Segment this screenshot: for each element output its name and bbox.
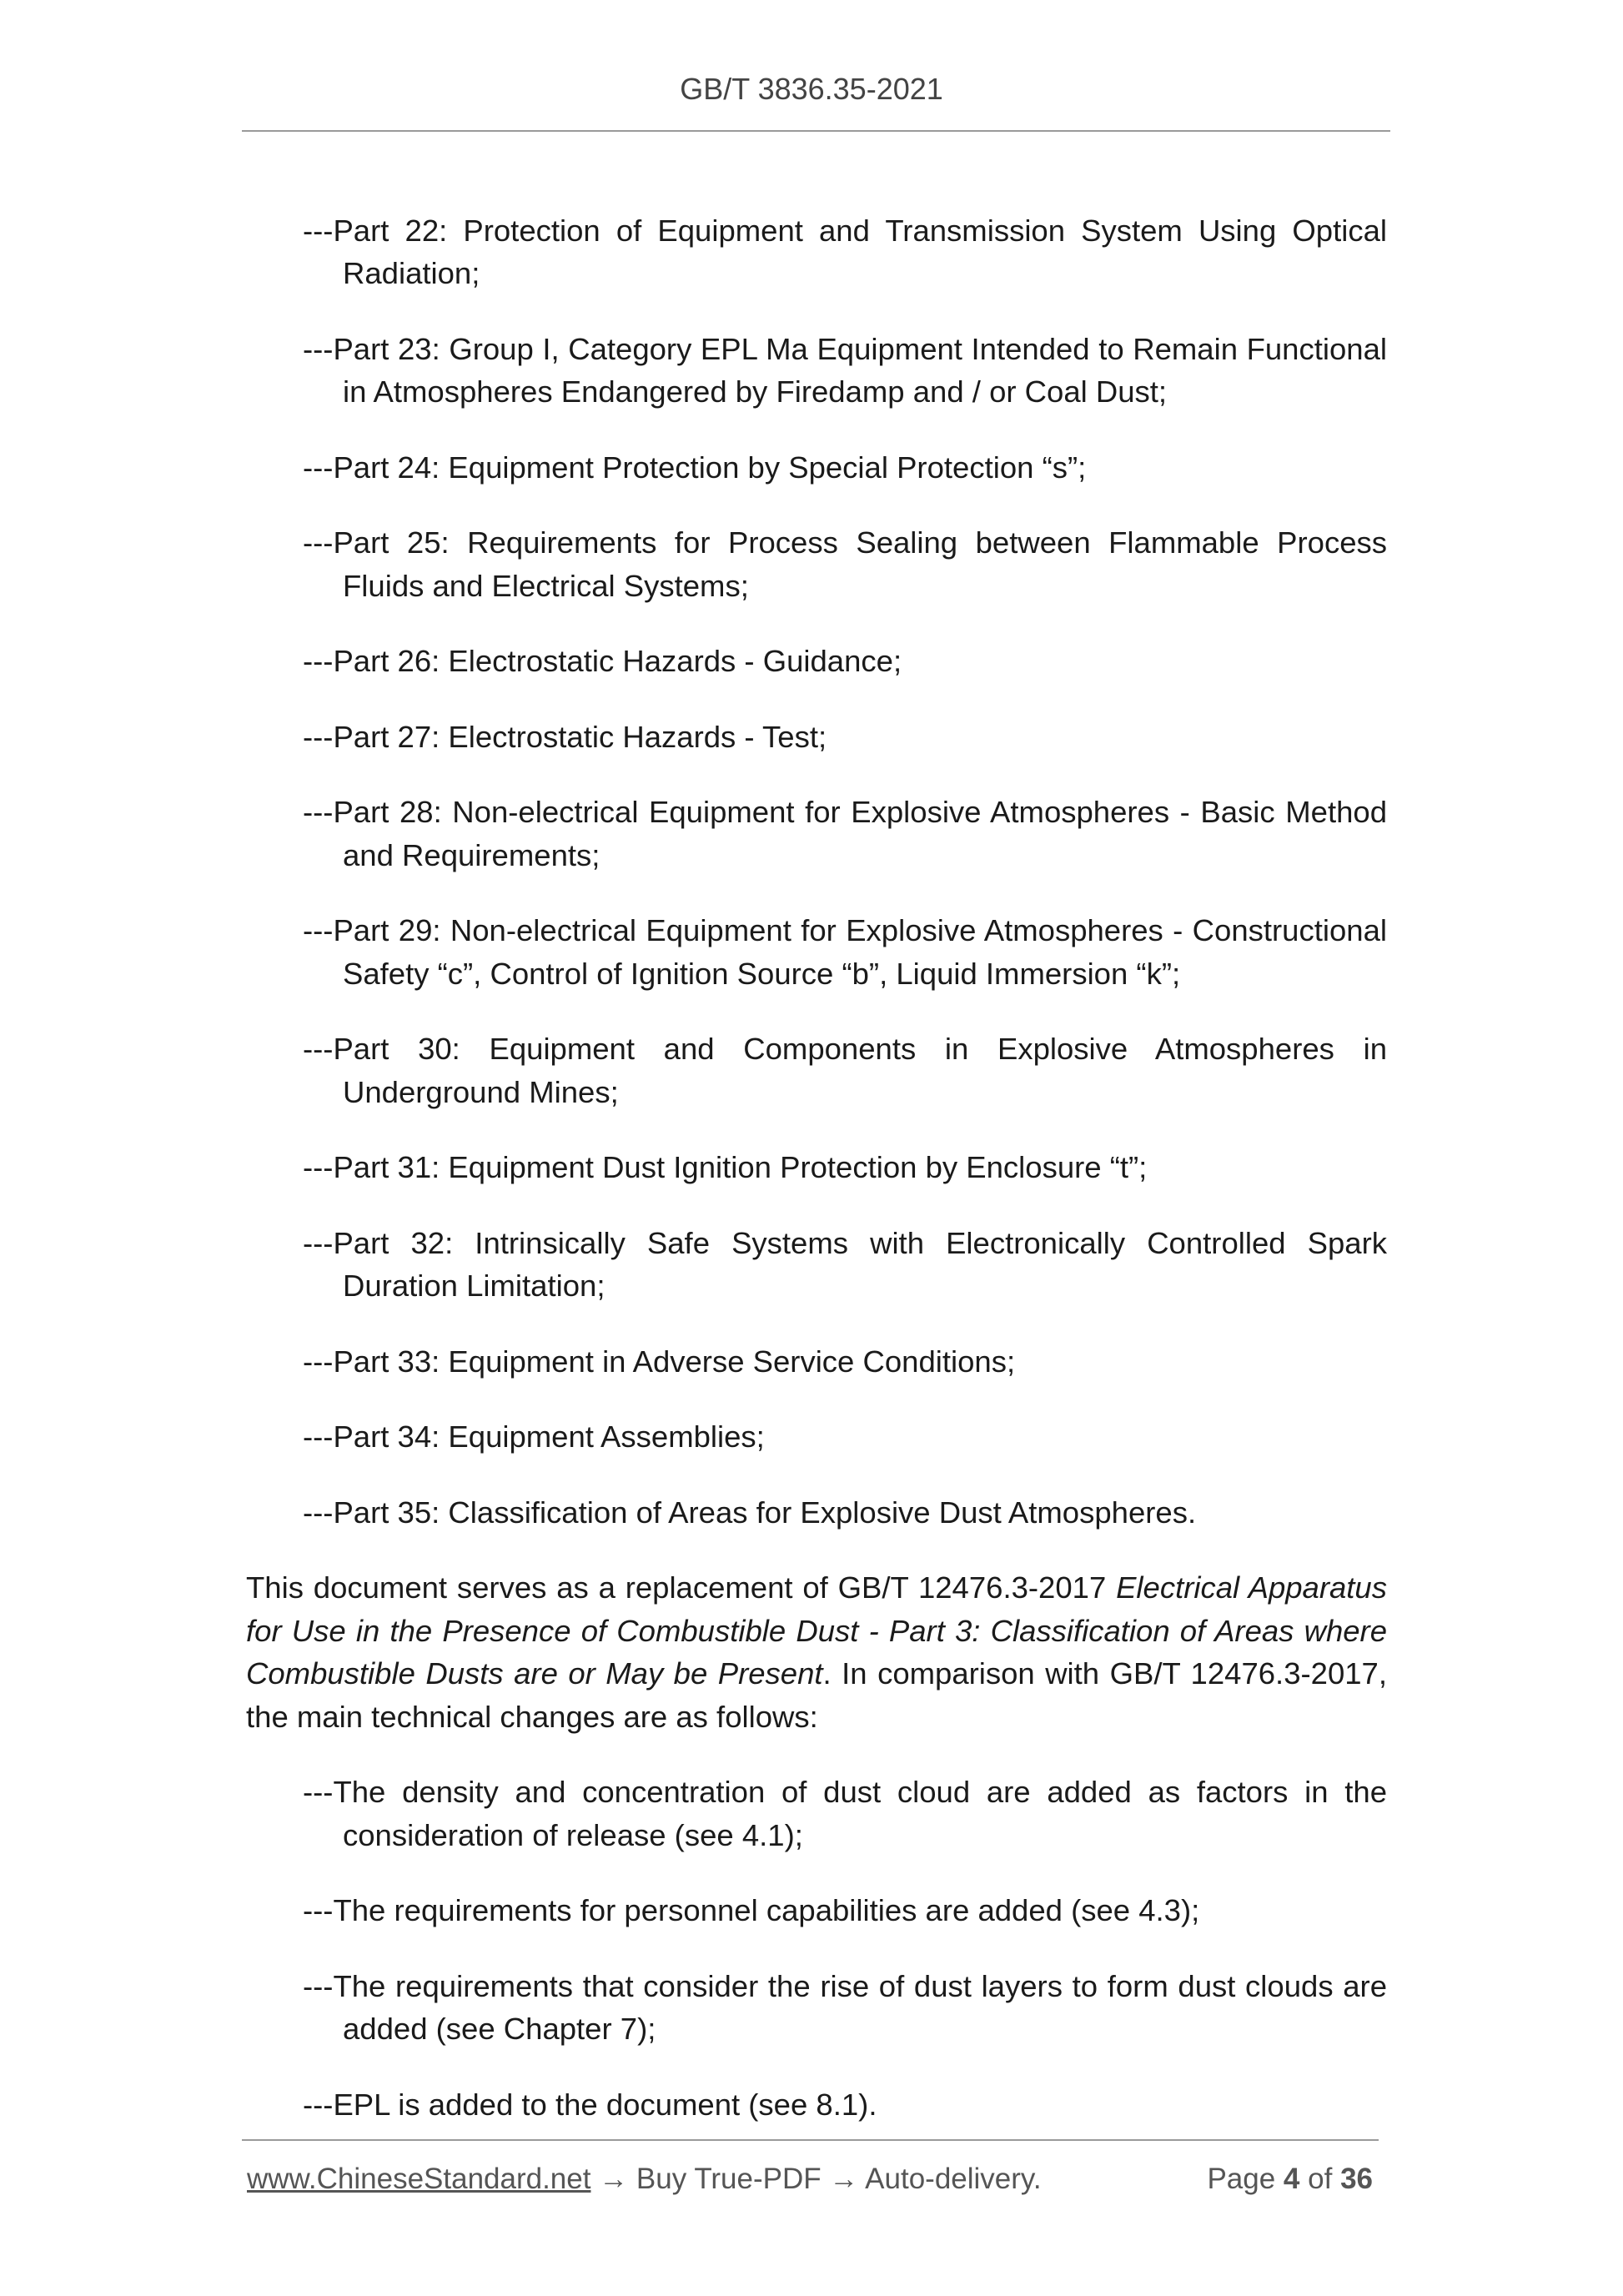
parts-list-item-26: ---Part 26: Electrostatic Hazards - Guidance; — [303, 644, 902, 678]
parts-list-item-29: ---Part 29: Non-electrical Equipment for Explosive Atmospheres - Constructional Safety “c”, Control of Ignition Source “b”, Liquid Immersion “k”; — [303, 913, 1387, 991]
site-link[interactable]: www.ChineseStandard.net — [247, 2163, 591, 2195]
page-of: of — [1308, 2163, 1333, 2195]
parts-list-item-30: ---Part 30: Equipment and Components in Explosive Atmospheres in Underground Mines; — [303, 1032, 1387, 1109]
parts-list-item-28: ---Part 28: Non-electrical Equipment for Explosive Atmospheres - Basic Method and Requirements; — [303, 795, 1387, 872]
parts-list-item-32: ---Part 32: Intrinsically Safe Systems with Electronically Controlled Spark Duration Limitation; — [303, 1225, 1387, 1303]
replacement-paragraph — [246, 1566, 1387, 1738]
parts-list-item-24: ---Part 24: Equipment Protection by Special Protection “s”; — [303, 450, 1087, 485]
page-footer — [247, 2163, 1381, 2203]
page-current: 4 — [1283, 2163, 1300, 2195]
parts-list-item-23: ---Part 23: Group I, Category EPL Ma Equipment Intended to Remain Functional in Atmospheres Endangered by Firedamp and / or Coal Dust; — [303, 331, 1387, 409]
replacement-lead: This document serves as a replacement of GB/T 12476.3-2017 — [246, 1570, 1117, 1605]
parts-list — [246, 209, 1387, 1535]
change-item: ---The requirements that consider the rise of dust layers to form dust clouds are added (see Chapter 7); — [303, 1968, 1387, 2046]
page-indicator — [1207, 2163, 1373, 2196]
page-label: Page — [1207, 2163, 1276, 2195]
page-header — [0, 72, 1623, 107]
replacement-tail: . In comparison with GB/T 12476.3-2017, the main technical changes are as follows: — [246, 1656, 1387, 1734]
parts-list-item-27: ---Part 27: Electrostatic Hazards - Test; — [303, 719, 827, 754]
technical-changes-list — [246, 1771, 1387, 2126]
parts-list-item-31: ---Part 31: Equipment Dust Ignition Protection by Enclosure “t”; — [303, 1150, 1148, 1184]
footer-promo — [247, 2163, 1042, 2196]
parts-list-item-34: ---Part 34: Equipment Assemblies; — [303, 1419, 765, 1454]
footer-divider — [242, 2139, 1379, 2141]
change-item: ---The requirements for personnel capabilities are added (see 4.3); — [303, 1893, 1200, 1927]
parts-list-item-33: ---Part 33: Equipment in Adverse Service Conditions; — [303, 1344, 1016, 1379]
parts-list-item-25: ---Part 25: Requirements for Process Sealing between Flammable Process Fluids and Electrical Systems; — [303, 525, 1387, 603]
parts-list-item-35: ---Part 35: Classification of Areas for Explosive Dust Atmospheres. — [303, 1495, 1197, 1530]
header-divider — [242, 130, 1390, 132]
document-body — [246, 178, 1387, 2158]
change-item: ---EPL is added to the document (see 8.1). — [303, 2087, 877, 2122]
change-item: ---The density and concentration of dust cloud are added as factors in the consideration of release (see 4.1); — [303, 1775, 1387, 1852]
page-total: 36 — [1340, 2163, 1373, 2195]
standard-code: GB/T 3836.35-2021 — [680, 72, 943, 106]
footer-promo-text: → Buy True-PDF → Auto-delivery. — [590, 2163, 1042, 2195]
parts-list-item-22: ---Part 22: Protection of Equipment and Transmission System Using Optical Radiation; — [303, 213, 1387, 290]
replaced-standard-title: Electrical Apparatus for Use in the Presence of Combustible Dust - Part 3: Classification of Areas where Combustible Dusts are or May be Present — [246, 1570, 1387, 1691]
